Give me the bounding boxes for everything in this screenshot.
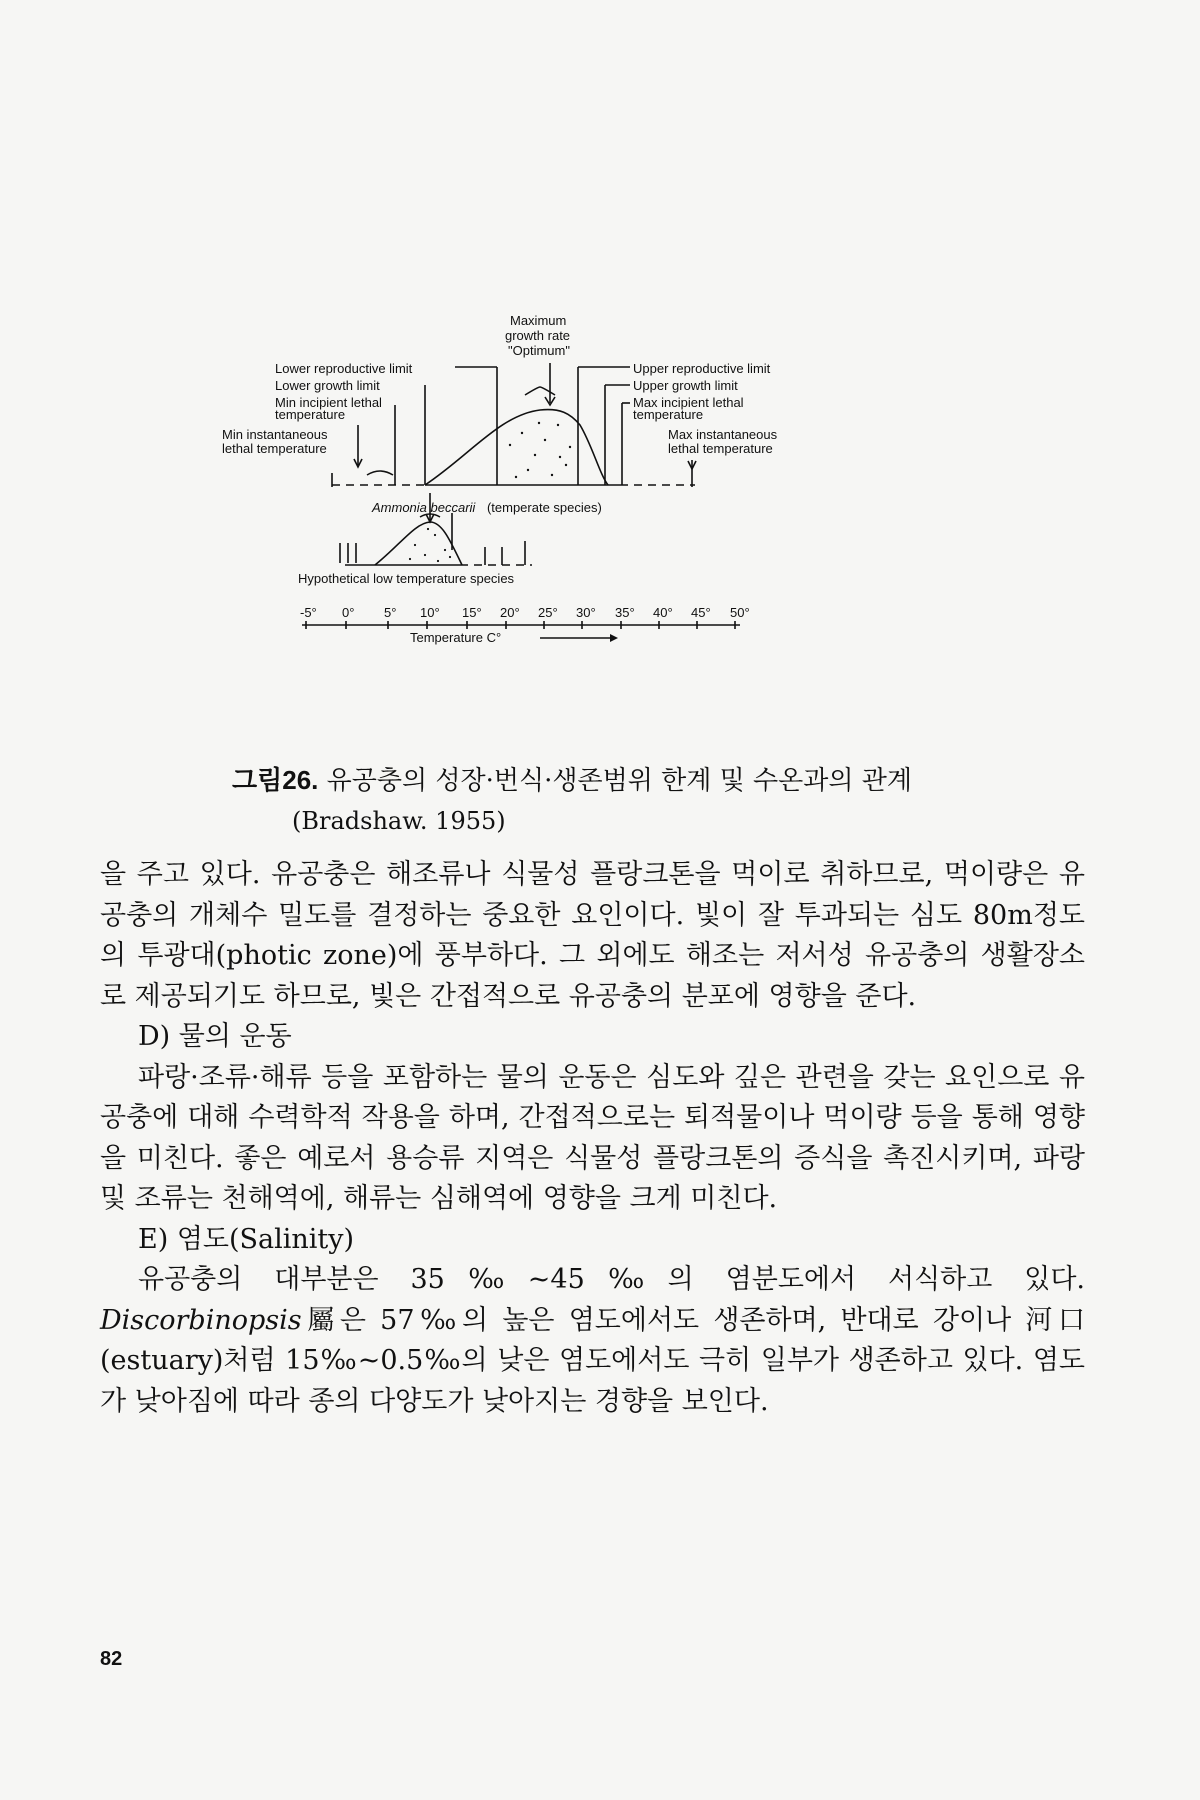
body-text [100,855,1085,1422]
caption-label: 그림26. [232,765,319,795]
min-incipient-label-1: Min incipient lethal [275,395,382,410]
axis-tick: 30° [576,605,596,620]
ammonia-species-label [371,500,602,515]
axis-arrow-icon [610,634,618,642]
lower-growth-label: Lower growth limit [275,378,380,393]
paragraph-water-movement: 파랑·조류·해류 등을 포함하는 물의 운동은 심도와 깊은 관련을 갖는 요인으로 유공충에 대해 수력학적 작용을 하며, 간접적으로는 퇴적물이나 먹이량 등을 통해 영향을 미친다. 좋은 예로서 용승류 지역은 식물성 플랑크톤의 증식을 촉진시키며, 파랑 및 조류는 천해역에, 해류는 심해역에 영향을 크게 미친다. [100,1061,1085,1214]
caption-title: 유공충의 성장·번식·생존범위 한계 및 수온과의 관계 [326,766,912,796]
peak-label-line1: Maximum [510,313,567,328]
temperature-axis-label: Temperature C° [410,630,502,645]
axis-tick: 10° [420,605,440,620]
figure-26 [222,313,940,735]
peak-label-line2: growth rate [505,328,571,343]
paragraph-salinity [100,1260,1085,1422]
ammonia-species-italic: Ammonia beccarii [372,500,476,515]
axis-tick: 25° [538,605,558,620]
page-number: 82 [100,1648,123,1670]
axis-tick: 50° [730,605,750,620]
axis-tick: 20° [500,605,520,620]
axis-tick: 0° [342,605,355,620]
axis-tick: 35° [615,605,635,620]
axis-tick: 40° [653,605,673,620]
max-instantaneous-label-1: Max instantaneous [668,427,778,442]
hypothetical-species-label: Hypothetical low temperature species [298,571,515,586]
upper-growth-label: Upper growth limit [633,378,738,393]
salinity-text-b: 屬은 57‰의 높은 염도에서도 생존하며, 반대로 강이나 河口(estuary)처럼 15‰~0.5‰의 낮은 염도에서도 극히 일부가 생존하고 있다. 염도가 낮아짐에 따라 종의 다양도가 낮아지는 경향을 보인다. [100,1304,1085,1417]
max-incipient-label-2: temperature [633,407,704,422]
genus-name: Discorbinopsis [100,1304,302,1336]
min-incipient-label-2: temperature [275,407,346,422]
min-instantaneous-label-1: Min instantaneous [222,427,328,442]
salinity-text-a: 유공충의 대부분은 35‰~45‰의 염분도에서 서식하고 있다. [138,1264,1085,1295]
temperature-axis-ticks [300,605,750,620]
peak-label-line3: "Optimum" [508,343,570,358]
axis-tick: -5° [300,605,317,620]
heading-water-movement: D) 물의 운동 [138,1021,292,1052]
min-instantaneous-label-2: lethal temperature [222,441,327,456]
max-instantaneous-label-2: lethal temperature [668,441,773,456]
lower-reproductive-label: Lower reproductive limit [275,361,413,376]
paragraph-light: 을 주고 있다. 유공충은 해조류나 식물성 플랑크톤을 먹이로 취하므로, 먹이량은 유공충의 개체수 밀도를 결정하는 중요한 요인이다. 빛이 잘 투과되는 심도 80m정도의 투광대(photic zone)에 풍부하다. 그 외에도 해조는 저서성 유공충의 생활장소로 제공되기도 하므로, 빛은 간접적으로 유공충의 분포에 영향을 준다. [100,859,1085,1012]
axis-tick: 15° [462,605,482,620]
axis-tick: 45° [691,605,711,620]
heading-salinity: E) 염도(Salinity) [138,1223,355,1255]
max-incipient-label-1: Max incipient lethal [633,395,744,410]
top-chart-stipple [509,422,571,478]
temperature-axis-line [302,621,740,638]
figure-caption [232,760,1012,841]
figure-26-diagram [222,313,940,735]
upper-reproductive-label: Upper reproductive limit [633,361,771,376]
axis-tick: 5° [384,605,397,620]
ammonia-species-note: (temperate species) [486,500,602,515]
caption-citation: (Bradshaw. 1955) [292,807,506,835]
